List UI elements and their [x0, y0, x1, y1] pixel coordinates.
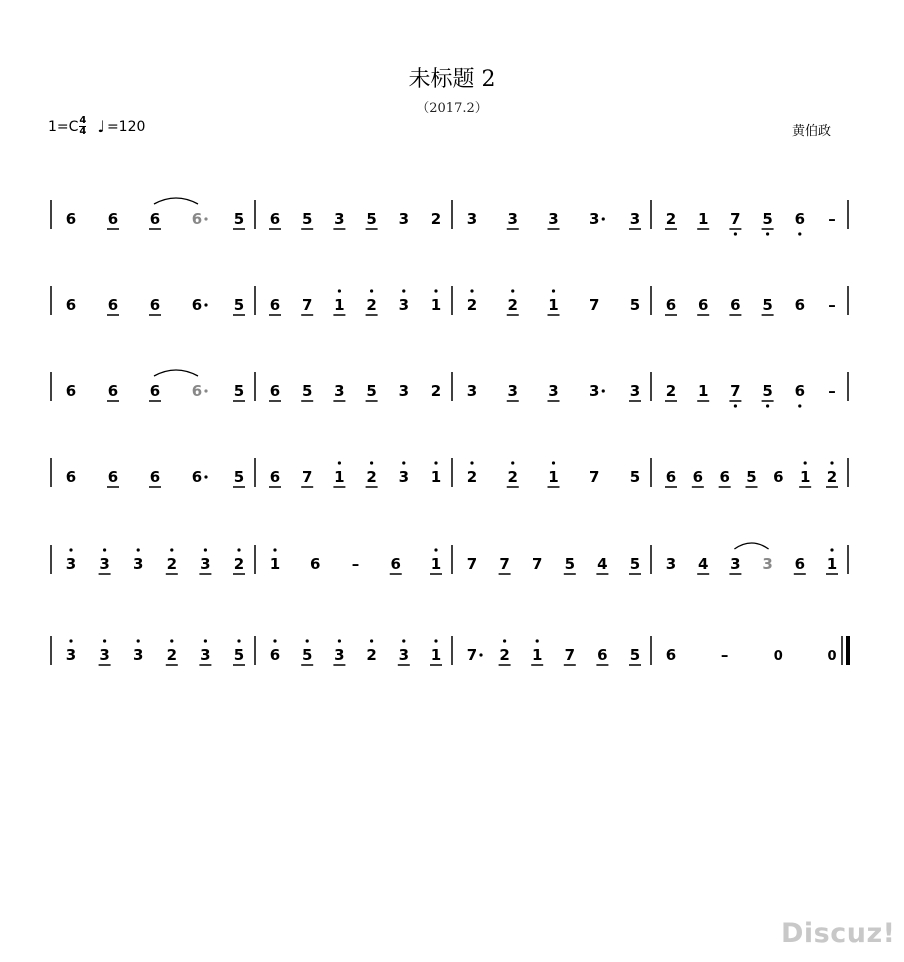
- note: 3: [132, 555, 144, 573]
- note: 3: [548, 382, 559, 400]
- octave-dot-high: [170, 548, 173, 551]
- octave-dot-high: [536, 639, 539, 642]
- note: 2: [233, 555, 245, 573]
- note: 6: [107, 382, 119, 400]
- note: 6: [719, 468, 730, 486]
- note: 5: [233, 468, 245, 486]
- note: 5: [629, 646, 641, 664]
- note: 1: [269, 555, 281, 573]
- note: 3: [589, 210, 600, 228]
- note: 6: [269, 468, 281, 486]
- note: 6: [390, 555, 401, 573]
- note: –: [828, 382, 836, 400]
- note: 2: [507, 296, 518, 314]
- note: 5: [629, 555, 641, 573]
- note: 6: [269, 210, 281, 228]
- note: 2: [366, 296, 377, 314]
- note: 3: [398, 296, 410, 314]
- tie-slur: [734, 543, 768, 549]
- note: 3: [200, 646, 211, 664]
- note: 1: [334, 468, 345, 486]
- tie-slur: [154, 370, 198, 376]
- octave-dot-high: [69, 639, 72, 642]
- note: 3: [99, 646, 110, 664]
- note: 5: [762, 296, 773, 314]
- octave-dot-high: [137, 639, 140, 642]
- note: 5: [746, 468, 757, 486]
- octave-dot-high: [830, 461, 833, 464]
- composer: 黄伯政: [792, 124, 832, 139]
- note: 4: [597, 555, 608, 573]
- note: 7: [730, 382, 741, 400]
- octave-dot-high: [804, 461, 807, 464]
- note: 6: [65, 210, 77, 228]
- duration-dot: [479, 653, 482, 656]
- note: 5: [366, 210, 377, 228]
- note: 2: [166, 646, 178, 664]
- note: 3: [629, 210, 641, 228]
- note: 6: [107, 468, 119, 486]
- note: 2: [430, 210, 442, 228]
- note: 1: [430, 468, 442, 486]
- octave-dot-high: [470, 289, 473, 292]
- note: –: [720, 646, 729, 664]
- time-bottom: 4: [79, 126, 87, 137]
- note: 3: [665, 555, 677, 573]
- note: 2: [665, 210, 677, 228]
- note: 3: [507, 382, 518, 400]
- note: 3: [762, 555, 773, 573]
- octave-dot-high: [552, 461, 555, 464]
- note: 6: [665, 646, 677, 664]
- octave-dot-high: [370, 289, 373, 292]
- octave-dot-high: [552, 289, 555, 292]
- note: 5: [629, 296, 641, 314]
- note: 6: [149, 382, 161, 400]
- note: 2: [166, 555, 178, 573]
- octave-dot-high: [370, 461, 373, 464]
- key-prefix: 1=C: [48, 118, 79, 135]
- note: 3: [334, 210, 345, 228]
- note: 6: [310, 555, 321, 573]
- note: 6: [794, 210, 806, 228]
- note: 7: [531, 555, 543, 573]
- note: 3: [629, 382, 641, 400]
- octave-dot-high: [306, 639, 309, 642]
- note: 6: [730, 296, 741, 314]
- note: 6: [269, 382, 281, 400]
- note: 3: [398, 646, 410, 664]
- octave-dot-high: [338, 289, 341, 292]
- octave-dot-low: [798, 404, 801, 407]
- octave-dot-high: [402, 461, 405, 464]
- octave-dot-high: [830, 548, 833, 551]
- note: –: [351, 555, 360, 573]
- note: 3: [132, 646, 144, 664]
- octave-dot-high: [434, 461, 437, 464]
- duration-dot: [602, 389, 605, 392]
- page-subtitle: （2017.2）: [416, 101, 488, 116]
- note: 6: [65, 296, 77, 314]
- octave-dot-high: [273, 639, 276, 642]
- page-title: 未标题 2: [408, 67, 496, 92]
- note: 7: [301, 296, 313, 314]
- note: 5: [233, 646, 245, 664]
- note: 6: [107, 296, 119, 314]
- duration-dot: [204, 389, 207, 392]
- note: 7: [564, 646, 576, 664]
- octave-dot-high: [237, 548, 240, 551]
- note: 5: [233, 296, 245, 314]
- note: 5: [233, 382, 245, 400]
- note: 6: [191, 468, 203, 486]
- note: 3: [334, 646, 345, 664]
- duration-dot: [204, 303, 207, 306]
- note: 1: [531, 646, 543, 664]
- quarter-note-icon: ♩: [97, 117, 105, 136]
- duration-dot: [204, 217, 207, 220]
- note: 0: [773, 649, 783, 664]
- note: 7: [499, 555, 510, 573]
- octave-dot-low: [766, 232, 769, 235]
- note: 3: [334, 382, 345, 400]
- note: 6: [794, 555, 806, 573]
- note: 6: [794, 296, 806, 314]
- time-top: 4: [79, 115, 87, 126]
- duration-dot: [602, 217, 605, 220]
- note: 3: [65, 646, 77, 664]
- octave-dot-low: [734, 404, 737, 407]
- note: 3: [548, 210, 559, 228]
- octave-dot-high: [237, 639, 240, 642]
- octave-dot-high: [204, 639, 207, 642]
- note: 5: [366, 382, 377, 400]
- note: 6: [665, 468, 677, 486]
- octave-dot-high: [338, 639, 341, 642]
- note: 6: [269, 296, 281, 314]
- note: –: [828, 296, 836, 314]
- note: 3: [398, 382, 410, 400]
- note: 6: [149, 468, 161, 486]
- watermark-logo: Discuz!: [781, 918, 896, 949]
- note: 5: [762, 210, 773, 228]
- note: 5: [629, 468, 641, 486]
- note: 1: [334, 296, 345, 314]
- octave-dot-high: [402, 639, 405, 642]
- octave-dot-high: [103, 548, 106, 551]
- note: 5: [301, 646, 313, 664]
- note: 2: [366, 646, 377, 664]
- note: –: [828, 210, 836, 228]
- note: 6: [692, 468, 704, 486]
- note: 6: [269, 646, 281, 664]
- note: 3: [99, 555, 110, 573]
- note: 6: [149, 296, 161, 314]
- octave-dot-high: [434, 548, 437, 551]
- note: 1: [826, 555, 838, 573]
- octave-dot-high: [470, 461, 473, 464]
- note: 6: [794, 382, 806, 400]
- note: 0: [827, 649, 837, 664]
- note: 6: [597, 646, 608, 664]
- note: 1: [799, 468, 811, 486]
- note: 1: [430, 646, 442, 664]
- note: 6: [191, 296, 203, 314]
- octave-dot-high: [338, 461, 341, 464]
- note: 3: [589, 382, 600, 400]
- octave-dot-high: [503, 639, 506, 642]
- note: 5: [762, 382, 773, 400]
- note: 6: [149, 210, 161, 228]
- note: 1: [697, 210, 709, 228]
- note: 6: [191, 210, 203, 228]
- note: 7: [466, 555, 478, 573]
- note: 5: [301, 382, 313, 400]
- note: 6: [65, 382, 77, 400]
- note: 3: [466, 382, 478, 400]
- octave-dot-high: [170, 639, 173, 642]
- note: 6: [191, 382, 203, 400]
- tie-slur: [154, 198, 198, 204]
- note: 7: [730, 210, 741, 228]
- octave-dot-high: [511, 461, 514, 464]
- note: 1: [430, 555, 442, 573]
- note: 2: [430, 382, 442, 400]
- octave-dot-high: [204, 548, 207, 551]
- note: 5: [233, 210, 245, 228]
- note: 3: [507, 210, 518, 228]
- note: 7: [301, 468, 313, 486]
- note: 7: [589, 296, 600, 314]
- octave-dot-high: [511, 289, 514, 292]
- note: 3: [730, 555, 741, 573]
- note: 2: [466, 296, 478, 314]
- note: 1: [430, 296, 442, 314]
- octave-dot-high: [103, 639, 106, 642]
- note: 6: [697, 296, 709, 314]
- note: 3: [65, 555, 77, 573]
- note: 2: [826, 468, 838, 486]
- note: 3: [398, 210, 410, 228]
- octave-dot-high: [69, 548, 72, 551]
- octave-dot-high: [434, 639, 437, 642]
- note: 6: [65, 468, 77, 486]
- octave-dot-low: [798, 232, 801, 235]
- note: 3: [466, 210, 478, 228]
- note: 5: [564, 555, 576, 573]
- octave-dot-high: [137, 548, 140, 551]
- note: 1: [548, 296, 559, 314]
- note: 3: [398, 468, 410, 486]
- octave-dot-high: [434, 289, 437, 292]
- note: 7: [589, 468, 600, 486]
- note: 6: [665, 296, 677, 314]
- octave-dot-high: [370, 639, 373, 642]
- note: 3: [200, 555, 211, 573]
- tempo: =120: [106, 118, 146, 135]
- note: 2: [507, 468, 518, 486]
- octave-dot-low: [766, 404, 769, 407]
- note: 5: [301, 210, 313, 228]
- octave-dot-high: [402, 289, 405, 292]
- note: 4: [697, 555, 709, 573]
- note: 1: [548, 468, 559, 486]
- note: 2: [366, 468, 377, 486]
- note: 1: [697, 382, 709, 400]
- octave-dot-high: [273, 548, 276, 551]
- note: 6: [107, 210, 119, 228]
- note: 2: [466, 468, 478, 486]
- note: 2: [665, 382, 677, 400]
- duration-dot: [204, 475, 207, 478]
- note: 2: [499, 646, 510, 664]
- note: 6: [773, 468, 784, 486]
- note: 7: [466, 646, 478, 664]
- octave-dot-low: [734, 232, 737, 235]
